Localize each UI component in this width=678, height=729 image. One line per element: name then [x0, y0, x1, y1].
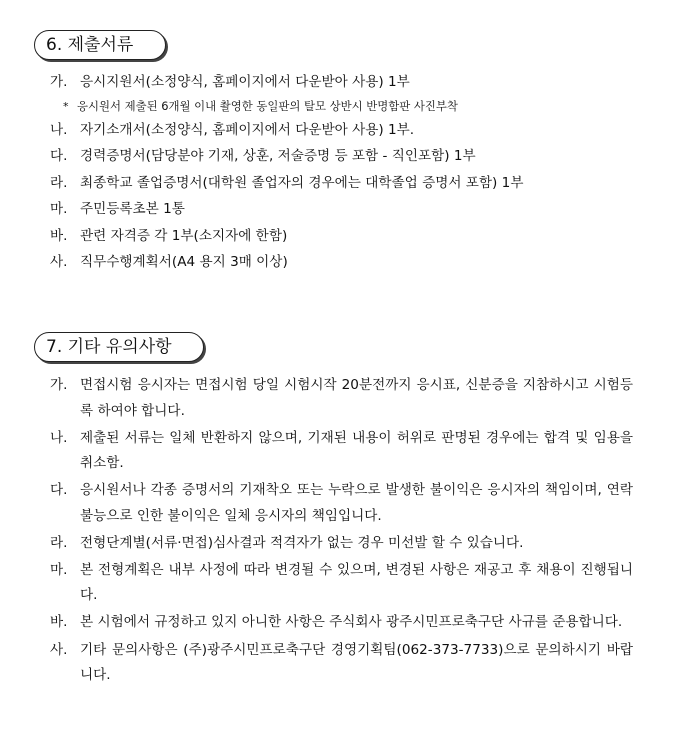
item-text: 면접시험 응시자는 면접시험 당일 시험시작 20분전까지 응시표, 신분증을 지참하시고 시험등록 하여야 합니다.	[80, 377, 633, 419]
section-title-submission-documents: 6. 제출서류	[34, 30, 166, 60]
section-title-other-notes: 7. 기타 유의사항	[34, 332, 204, 362]
item-marker: 다.	[50, 148, 68, 164]
list-item	[50, 71, 523, 98]
item-marker: 바.	[50, 227, 68, 244]
list-item	[50, 172, 523, 199]
item-text: 기타 문의사항은 (주)광주시민프로축구단 경영기획팀(062-373-7733)으로 문의하시기 바랍니다.	[80, 641, 633, 684]
item-marker: 다.	[50, 482, 68, 499]
item-text: 본 시험에서 규정하고 있지 아니한 사항은 주식회사 광주시민프로축구단 사규를 준용합니다.	[80, 614, 623, 631]
list-item	[50, 478, 633, 529]
item-marker: 가.	[50, 377, 68, 393]
item-text: 응시지원서(소정양식, 홈페이지에서 다운받아 사용) 1부	[80, 74, 410, 90]
list-item-note	[50, 98, 523, 119]
item-text: 전형단계별(서류·면접)심사결과 적격자가 없는 경우 미선발 할 수 있습니다.	[80, 534, 524, 551]
item-marker: 가.	[50, 74, 68, 90]
item-text: 관련 자격증 각 1부(소지자에 한함)	[80, 227, 288, 244]
submission-documents-list	[50, 71, 523, 278]
list-item	[50, 610, 633, 636]
item-marker: 사.	[50, 641, 68, 658]
list-item	[50, 426, 633, 477]
item-marker: 바.	[50, 614, 68, 631]
item-text: 응시원서나 각종 증명서의 기재착오 또는 누락으로 발생한 불이익은 응시자의 책임이며, 연락불능으로 인한 불이익은 일체 응시자의 책임입니다.	[80, 482, 633, 524]
item-marker: 라.	[50, 534, 68, 551]
list-item	[50, 198, 523, 225]
item-text: 최종학교 졸업증명서(대학원 졸업자의 경우에는 대학졸업 증명서 포함) 1부	[80, 174, 524, 191]
item-text: 본 전형계획은 내부 사정에 따라 변경될 수 있으며, 변경된 사항은 재공고 후 채용이 진행됩니다.	[80, 561, 633, 604]
item-marker: 나.	[50, 429, 68, 446]
list-item	[50, 225, 523, 252]
item-text: 제출된 서류는 일체 반환하지 않으며, 기재된 내용이 허위로 판명된 경우에는 합격 및 임용을 취소함.	[80, 429, 633, 472]
list-item	[50, 145, 523, 172]
item-marker: 마.	[50, 561, 68, 578]
list-item	[50, 251, 523, 278]
list-item	[50, 638, 633, 689]
list-item	[50, 558, 633, 609]
item-marker: 나.	[50, 121, 68, 138]
list-item	[50, 373, 633, 424]
item-text: 경력증명서(담당분야 기재, 상훈, 저술증명 등 포함 - 직인포함) 1부	[80, 148, 476, 164]
item-marker: 사.	[50, 254, 68, 270]
item-text: 주민등록초본 1통	[80, 201, 185, 217]
note-marker: *	[63, 99, 69, 113]
list-item	[50, 119, 523, 146]
list-item	[50, 531, 633, 557]
other-notes-list	[50, 373, 633, 690]
item-text: 자기소개서(소정양식, 홈페이지에서 다운받아 사용) 1부.	[80, 121, 415, 138]
note-text: 응시원서 제출된 6개월 이내 촬영한 동일판의 탈모 상반시 반명함판 사진부착	[77, 98, 458, 113]
item-marker: 라.	[50, 174, 68, 191]
item-marker: 마.	[50, 201, 68, 217]
item-text: 직무수행계획서(A4 용지 3매 이상)	[80, 254, 288, 270]
